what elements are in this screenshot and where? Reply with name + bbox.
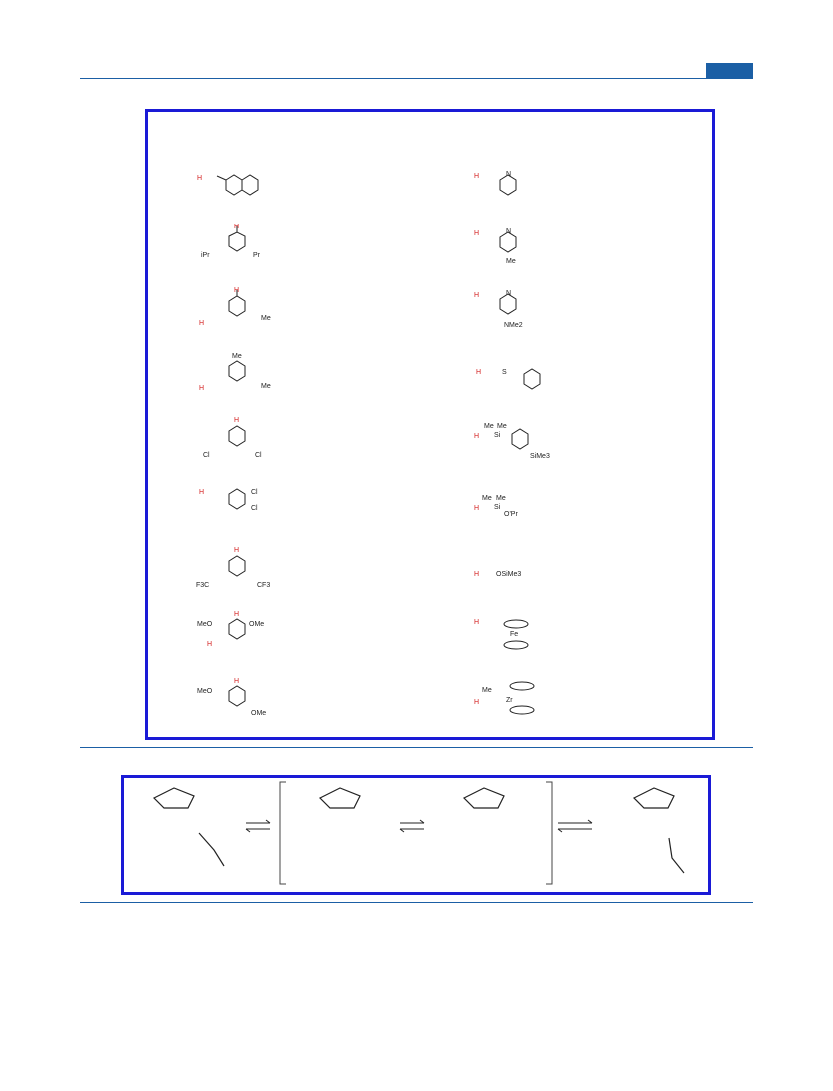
structure-mesitylene-4	[193, 352, 273, 397]
svg-text:H: H	[199, 385, 205, 392]
structure-pyridine-12	[470, 287, 540, 332]
svg-text:Fe: Fe	[510, 631, 519, 638]
svg-text:Me: Me	[496, 495, 506, 502]
section-rule	[80, 747, 753, 748]
svg-text:H: H	[234, 547, 240, 554]
svg-text:Si: Si	[494, 432, 501, 439]
svg-text:S: S	[502, 369, 507, 376]
svg-text:N: N	[506, 228, 512, 235]
structure-dimethoxybenzene-8	[193, 610, 278, 655]
scheme-box	[121, 775, 711, 895]
svg-text:H: H	[199, 320, 205, 327]
svg-text:Me: Me	[506, 258, 516, 265]
svg-text:H: H	[234, 287, 240, 294]
svg-text:Zr: Zr	[506, 697, 513, 704]
svg-text:H: H	[234, 224, 240, 230]
svg-text:H: H	[474, 571, 480, 578]
svg-text:MeO: MeO	[197, 621, 213, 628]
svg-text:Cl: Cl	[251, 505, 258, 512]
structure-dichlorobenzene	[193, 417, 273, 462]
svg-text:N: N	[506, 171, 512, 178]
svg-text:Me: Me	[484, 423, 494, 430]
structure-ferrocene	[470, 612, 550, 657]
svg-text:Me: Me	[232, 353, 242, 360]
table-box	[145, 109, 715, 740]
structure-mesitylene-3	[193, 287, 273, 332]
svg-text:OMe: OMe	[251, 710, 267, 717]
structure-o-dichlorobenzene	[193, 484, 273, 524]
svg-text:NMe2: NMe2	[504, 322, 523, 329]
svg-text:F3C: F3C	[196, 582, 210, 589]
svg-text:H: H	[474, 699, 480, 706]
svg-text:H: H	[474, 230, 480, 237]
svg-text:H: H	[199, 489, 205, 496]
svg-text:Me: Me	[261, 315, 271, 322]
svg-text:H: H	[474, 173, 480, 180]
structure-thioanisole	[470, 362, 560, 402]
svg-text:Cl: Cl	[251, 489, 258, 496]
svg-text:OSiMe3: OSiMe3	[496, 571, 522, 578]
svg-text:H: H	[234, 678, 240, 685]
svg-text:Me: Me	[482, 495, 492, 502]
svg-text:MeO: MeO	[197, 688, 213, 695]
svg-text:Me: Me	[497, 423, 507, 430]
svg-text:O'Pr: O'Pr	[504, 511, 518, 518]
bottom-rule	[80, 902, 753, 903]
svg-text:H: H	[234, 417, 240, 424]
svg-text:Pr: Pr	[253, 252, 260, 259]
svg-text:H: H	[474, 505, 480, 512]
svg-text:H: H	[197, 175, 203, 182]
structure-silane-15	[470, 492, 560, 532]
svg-text:iPr: iPr	[201, 252, 210, 259]
svg-text:Me: Me	[482, 687, 492, 694]
structure-pyridine-10	[470, 166, 540, 206]
scheme-drawing	[124, 778, 708, 892]
svg-text:H: H	[234, 611, 240, 618]
structure-silylether-16	[470, 562, 560, 592]
structure-dimethoxybenzene-9	[193, 677, 278, 722]
structure-diisopropylbenzene	[193, 224, 273, 269]
svg-text:H: H	[474, 433, 480, 440]
svg-text:Cl: Cl	[203, 452, 210, 459]
structure-silane-14	[470, 420, 560, 470]
svg-text:CF3: CF3	[257, 582, 271, 589]
svg-text:Si: Si	[494, 504, 501, 511]
structure-naphthalene	[193, 166, 263, 206]
svg-text:Cl: Cl	[255, 452, 262, 459]
svg-text:H: H	[474, 619, 480, 626]
svg-text:H: H	[207, 641, 213, 648]
svg-text:Me: Me	[261, 383, 271, 390]
svg-text:H: H	[476, 369, 482, 376]
structure-zirconocene	[470, 676, 550, 721]
svg-text:N: N	[506, 290, 512, 297]
structure-pyridine-11	[470, 225, 540, 270]
structure-bis-cf3-benzene	[193, 547, 283, 592]
svg-text:SiMe3: SiMe3	[530, 453, 550, 460]
header-rule	[80, 78, 753, 79]
svg-text:OMe: OMe	[249, 621, 265, 628]
svg-text:H: H	[474, 292, 480, 299]
header-tab	[706, 63, 753, 78]
